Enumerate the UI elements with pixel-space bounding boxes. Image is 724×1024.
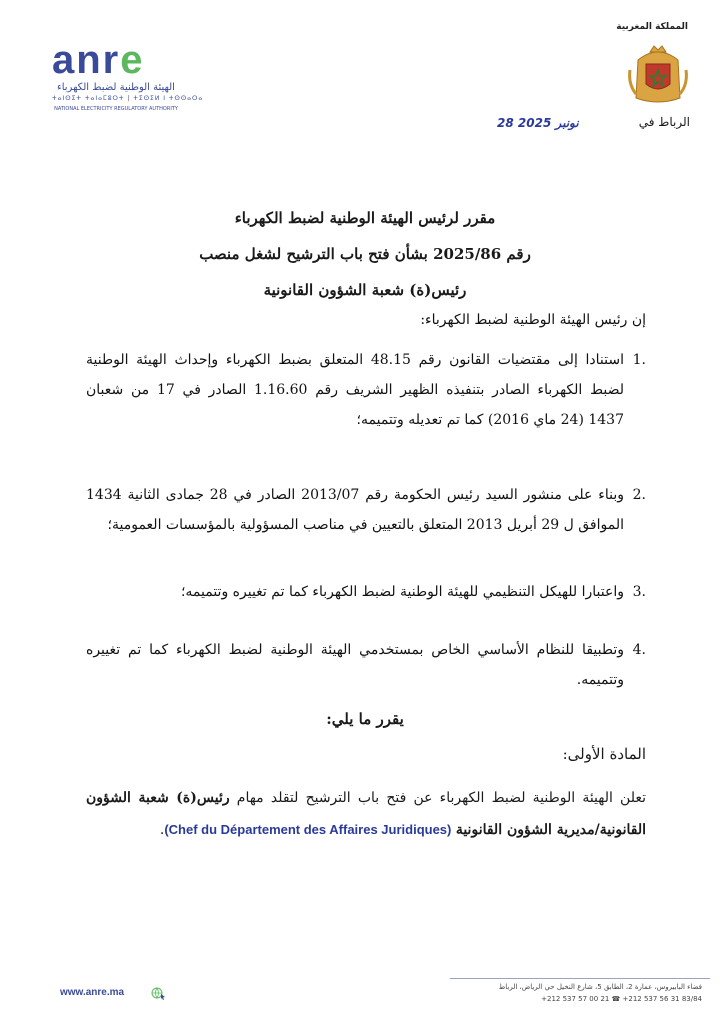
globe-cursor-icon (150, 985, 166, 999)
title-line-3: رئيس(ة) شعبة الشؤون القانونية (263, 281, 467, 299)
title-line-1: مقرر لرئيس الهيئة الوطنية لضبط الكهرباء (234, 209, 496, 227)
article-text-end: . (159, 822, 165, 838)
list-item (86, 635, 646, 695)
item-text: استنادا إلى مقتضيات القانون رقم 48.15 المتعلق بضبط الكهرباء وإحداث الهيئة الوطنية لضبط الكهرباء الصادر بتنفيذه الظهير الشريف رقم 1.16.60 الصادر في 17 من شعبان 1437 (24 ماي 2016) كما تم تعديله وتتميمه؛ (86, 352, 624, 428)
website-link[interactable]: www.anre.ma (60, 987, 125, 998)
anre-logo (50, 38, 204, 120)
list-item (86, 577, 646, 607)
kingdom-label: المملكة المغربية (616, 22, 688, 32)
item-number: .3 (632, 584, 646, 600)
footer-phones: +212 537 57 00 21 ☎ +212 537 56 31 83/84 (541, 995, 702, 1003)
article-position-name: رئيس(ة) شعبة الشؤون القانونية/مديرية الشؤون القانونية (86, 790, 646, 838)
decides-heading: يقرر ما يلي: (326, 710, 404, 728)
logo-tifinagh-name: ⵜⴰⵏⵙⵉⵜ ⵜⴰⵏⴰⵎⵓⵔⵜ | ⵜⵉⵙⵉⵍ ⵏ ⵜⵙⵙⴰⵔⴰ (52, 95, 204, 102)
footer-divider (450, 978, 710, 979)
list-item (86, 345, 646, 435)
footer-address: فضاء البابيروس، عمارة 2، الطابق 5، شارع النخيل حي الرياض، الرباط (498, 983, 702, 991)
logo-english-name: NATIONAL ELECTRICITY REGULATORY AUTHORITY (54, 106, 178, 112)
document-date: 28 نونبر 2025 (497, 116, 579, 130)
decision-title (150, 200, 580, 308)
item-text: وبناء على منشور السيد رئيس الحكومة رقم 2013/07 الصادر في 28 جمادى الثانية 1434 الموافق ل 29 أبريل 2013 المتعلق بالتعيين في مناصب المسؤولية بالمؤسسات العمومية؛ (86, 487, 624, 533)
logo-arabic-name: الهيئة الوطنية لضبط الكهرباء (57, 82, 175, 93)
logo-wordmark: anre (52, 38, 145, 82)
item-number: .4 (632, 642, 646, 658)
place-label: الرباط في (638, 115, 690, 129)
list-item (86, 480, 646, 540)
article-position-french: (Chef du Département des Affaires Juridiques) (164, 822, 452, 837)
moroccan-coat-of-arms-icon (624, 40, 692, 108)
title-line-2: رقم 2025/86 بشأن فتح باب الترشيح لشغل منصب (199, 245, 531, 263)
item-number: .1 (632, 352, 646, 368)
article-title: المادة الأولى: (562, 745, 646, 763)
article-text (86, 782, 646, 846)
article-text-part-1: تعلن الهيئة الوطنية لضبط الكهرباء عن فتح باب الترشيح لتقلد مهام (236, 790, 646, 806)
item-text: وتطبيقا للنظام الأساسي الخاص بمستخدمي الهيئة الوطنية لضبط الكهرباء كما تم تغييره وتتميمه. (86, 642, 624, 688)
item-text: واعتبارا للهيكل التنظيمي للهيئة الوطنية لضبط الكهرباء كما تم تغييره وتتميمه؛ (180, 584, 624, 600)
item-number: .2 (632, 487, 646, 503)
intro-text: إن رئيس الهيئة الوطنية لضبط الكهرباء: (420, 312, 646, 328)
